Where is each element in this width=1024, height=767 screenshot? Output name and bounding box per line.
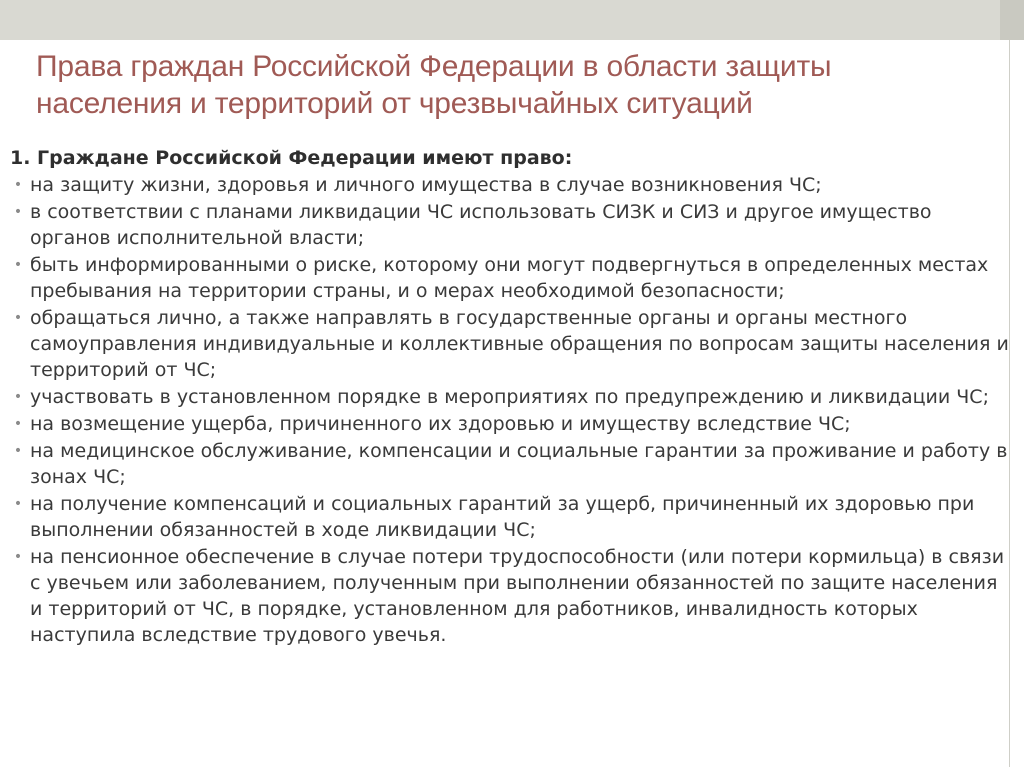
bullet-icon: • xyxy=(13,416,23,432)
header-band xyxy=(0,0,1000,40)
bullet-icon: • xyxy=(13,443,23,459)
list-item-text: на получение компенсаций и социальных гарантий за ущерб, причиненный их здоровью при выполнении обязанностей в ходе ликвидации ЧС; xyxy=(30,493,975,541)
bullet-icon: • xyxy=(13,177,23,193)
list-item-text: на защиту жизни, здоровья и личного имущества в случае возникновения ЧС; xyxy=(30,174,822,196)
bullet-icon: • xyxy=(13,496,23,512)
bullet-icon: • xyxy=(13,389,23,405)
list-item-text: обращаться лично, а также направлять в государственные органы и органы местного самоуправления индивидуальные и коллективные обращения по вопросам защиты населения и территорий от ЧС; xyxy=(30,307,1009,381)
lead-paragraph: 1. Граждане Российской Федерации имеют право: xyxy=(10,147,573,169)
bullet-icon: • xyxy=(13,257,23,273)
list-item-text: участвовать в установленном порядке в мероприятиях по предупреждению и ликвидации ЧС; xyxy=(30,386,989,408)
list-item-text: на пенсионное обеспечение в случае потери трудоспособности (или потери кормильца) в связи с увечьем или заболеванием, полученным при выполнении обязанностей по защите населения и территорий от ЧС, в порядке, установленном для работников, инвалидность которых наступила вследствие трудового увечья. xyxy=(30,546,1005,646)
list-item xyxy=(10,172,1010,198)
list-item xyxy=(10,199,1010,251)
list-item xyxy=(10,384,1010,410)
bullet-icon: • xyxy=(13,549,23,565)
list-item xyxy=(10,491,1010,543)
header-band-accent xyxy=(1000,0,1024,40)
slide-body xyxy=(10,145,1010,649)
rights-list xyxy=(10,172,1010,648)
list-item xyxy=(10,305,1010,383)
list-item-text: быть информированными о риске, которому они могут подвергнуться в определенных местах пребывания на территории страны, и о мерах необходимой безопасности; xyxy=(30,254,989,302)
list-item xyxy=(10,544,1010,648)
list-item-text: на медицинское обслуживание, компенсации и социальные гарантии за проживание и работу в зонах ЧС; xyxy=(30,440,1008,488)
list-item xyxy=(10,252,1010,304)
bullet-icon: • xyxy=(13,310,23,326)
list-item-text: на возмещение ущерба, причиненного их здоровью и имуществу вследствие ЧС; xyxy=(30,413,851,435)
list-item-text: в соответствии с планами ликвидации ЧС использовать СИЗК и СИЗ и другое имущество органов исполнительной власти; xyxy=(30,201,932,249)
slide-title: Права граждан Российской Федерации в области защиты населения и территорий от чрезвычайных ситуаций xyxy=(36,50,832,120)
list-item xyxy=(10,438,1010,490)
bullet-icon: • xyxy=(13,204,23,220)
list-item xyxy=(10,411,1010,437)
